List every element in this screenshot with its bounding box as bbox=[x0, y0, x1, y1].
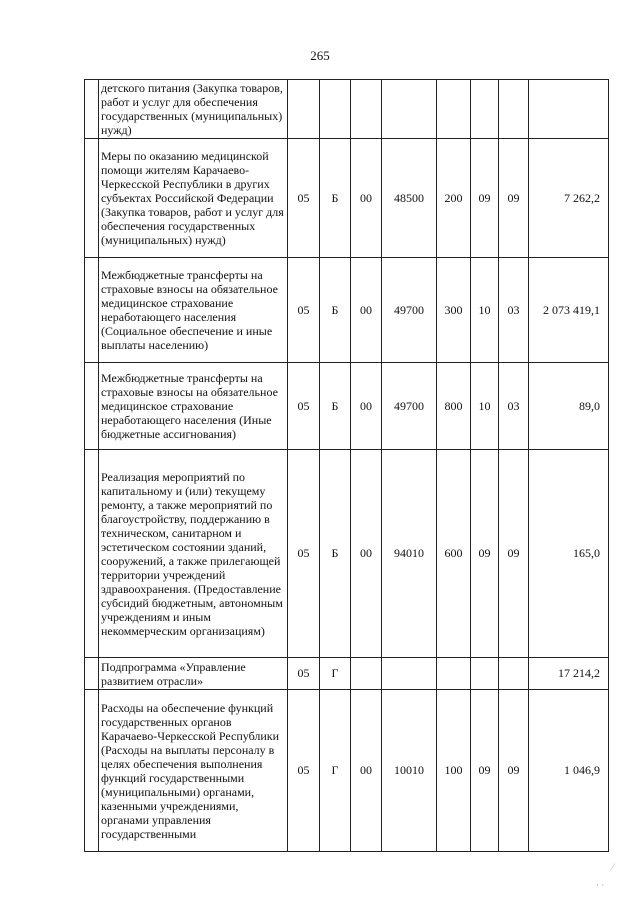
amount-cell: 89,0 bbox=[529, 363, 609, 450]
amount-cell: 165,0 bbox=[529, 450, 609, 658]
row-index-cell bbox=[85, 690, 99, 852]
row-index-cell bbox=[85, 139, 99, 258]
subsection-cell: 03 bbox=[499, 258, 529, 363]
row-description: Межбюджетные трансферты на страховые взносы на обязательное медицинское страхование неработающего населения (Социальное обеспечение и иные выплаты населению) bbox=[99, 258, 288, 363]
expense-type-cell: 200 bbox=[437, 139, 471, 258]
code-cell: 05 bbox=[288, 658, 320, 690]
section-cell bbox=[471, 80, 499, 139]
code-cell bbox=[351, 80, 382, 139]
row-description: Межбюджетные трансферты на страховые взносы на обязательное медицинское страхование неработающего населения (Иные бюджетные ассигнования) bbox=[99, 363, 288, 450]
code-cell: 05 bbox=[288, 363, 320, 450]
code-cell bbox=[382, 80, 437, 139]
code-cell bbox=[288, 80, 320, 139]
subsection-cell: 09 bbox=[499, 139, 529, 258]
code-cell: Б bbox=[320, 450, 351, 658]
code-cell: 00 bbox=[351, 258, 382, 363]
amount-cell: 1 046,9 bbox=[529, 690, 609, 852]
code-cell: 05 bbox=[288, 450, 320, 658]
row-index-cell bbox=[85, 363, 99, 450]
row-description: Подпрограмма «Управление развитием отрасли» bbox=[99, 658, 288, 690]
scan-artifact-mark: ⁄ bbox=[612, 862, 614, 872]
code-cell: 00 bbox=[351, 690, 382, 852]
table-row bbox=[85, 139, 609, 258]
subsection-cell: 09 bbox=[499, 690, 529, 852]
scan-artifact-mark: · · bbox=[596, 880, 605, 890]
row-description: Реализация мероприятий по капитальному и (или) текущему ремонту, а также мероприятий по благоустройству, поддержанию в техническом, санитарном и эстетическом состоянии зданий, сооружений, а также прилегающей территории учреждений здравоохранения. (Предоставление субсидий бюджетным, автономным учреждениям и иным некоммерческим организациям) bbox=[99, 450, 288, 658]
row-description: Меры по оказанию медицинской помощи жителям Карачаево-Черкесской Республики в других субъектах Российской Федерации (Закупка товаров, работ и услуг для обеспечения государственных (муниципальных) нужд) bbox=[99, 139, 288, 258]
table-row bbox=[85, 80, 609, 139]
code-cell: Б bbox=[320, 363, 351, 450]
row-description: Расходы на обеспечение функций государственных органов Карачаево-Черкесской Республики (Расходы на выплаты персоналу в целях обеспечения выполнения функций государственными (муниципальными) органами, казенными учреждениями, органами управления государственными bbox=[99, 690, 288, 852]
code-cell bbox=[382, 658, 437, 690]
row-index-cell bbox=[85, 80, 99, 139]
code-cell: 10010 bbox=[382, 690, 437, 852]
section-cell: 09 bbox=[471, 450, 499, 658]
subsection-cell: 03 bbox=[499, 363, 529, 450]
row-index-cell bbox=[85, 658, 99, 690]
table-row bbox=[85, 690, 609, 852]
table-row bbox=[85, 658, 609, 690]
section-cell bbox=[471, 658, 499, 690]
code-cell: 00 bbox=[351, 450, 382, 658]
table-row bbox=[85, 363, 609, 450]
code-cell: 94010 bbox=[382, 450, 437, 658]
code-cell: 48500 bbox=[382, 139, 437, 258]
code-cell: 05 bbox=[288, 139, 320, 258]
budget-table bbox=[84, 79, 609, 852]
code-cell: 05 bbox=[288, 690, 320, 852]
expense-type-cell: 300 bbox=[437, 258, 471, 363]
table-row bbox=[85, 450, 609, 658]
expense-type-cell: 100 bbox=[437, 690, 471, 852]
code-cell: Г bbox=[320, 690, 351, 852]
expense-type-cell bbox=[437, 658, 471, 690]
code-cell: 00 bbox=[351, 363, 382, 450]
row-description: детского питания (Закупка товаров, работ и услуг для обеспечения государственных (муниципальных) нужд) bbox=[99, 80, 288, 139]
amount-cell: 2 073 419,1 bbox=[529, 258, 609, 363]
amount-cell: 7 262,2 bbox=[529, 139, 609, 258]
subsection-cell: 09 bbox=[499, 450, 529, 658]
amount-cell: 17 214,2 bbox=[529, 658, 609, 690]
code-cell: Б bbox=[320, 258, 351, 363]
code-cell: Г bbox=[320, 658, 351, 690]
code-cell bbox=[351, 658, 382, 690]
section-cell: 10 bbox=[471, 363, 499, 450]
subsection-cell bbox=[499, 658, 529, 690]
expense-type-cell bbox=[437, 80, 471, 139]
table-row bbox=[85, 258, 609, 363]
expense-type-cell: 600 bbox=[437, 450, 471, 658]
page-number: 265 bbox=[310, 48, 330, 63]
expense-type-cell: 800 bbox=[437, 363, 471, 450]
code-cell: 49700 bbox=[382, 258, 437, 363]
code-cell: Б bbox=[320, 139, 351, 258]
section-cell: 09 bbox=[471, 690, 499, 852]
code-cell: 05 bbox=[288, 258, 320, 363]
section-cell: 09 bbox=[471, 139, 499, 258]
section-cell: 10 bbox=[471, 258, 499, 363]
amount-cell bbox=[529, 80, 609, 139]
code-cell: 00 bbox=[351, 139, 382, 258]
subsection-cell bbox=[499, 80, 529, 139]
code-cell bbox=[320, 80, 351, 139]
row-index-cell bbox=[85, 450, 99, 658]
row-index-cell bbox=[85, 258, 99, 363]
code-cell: 49700 bbox=[382, 363, 437, 450]
